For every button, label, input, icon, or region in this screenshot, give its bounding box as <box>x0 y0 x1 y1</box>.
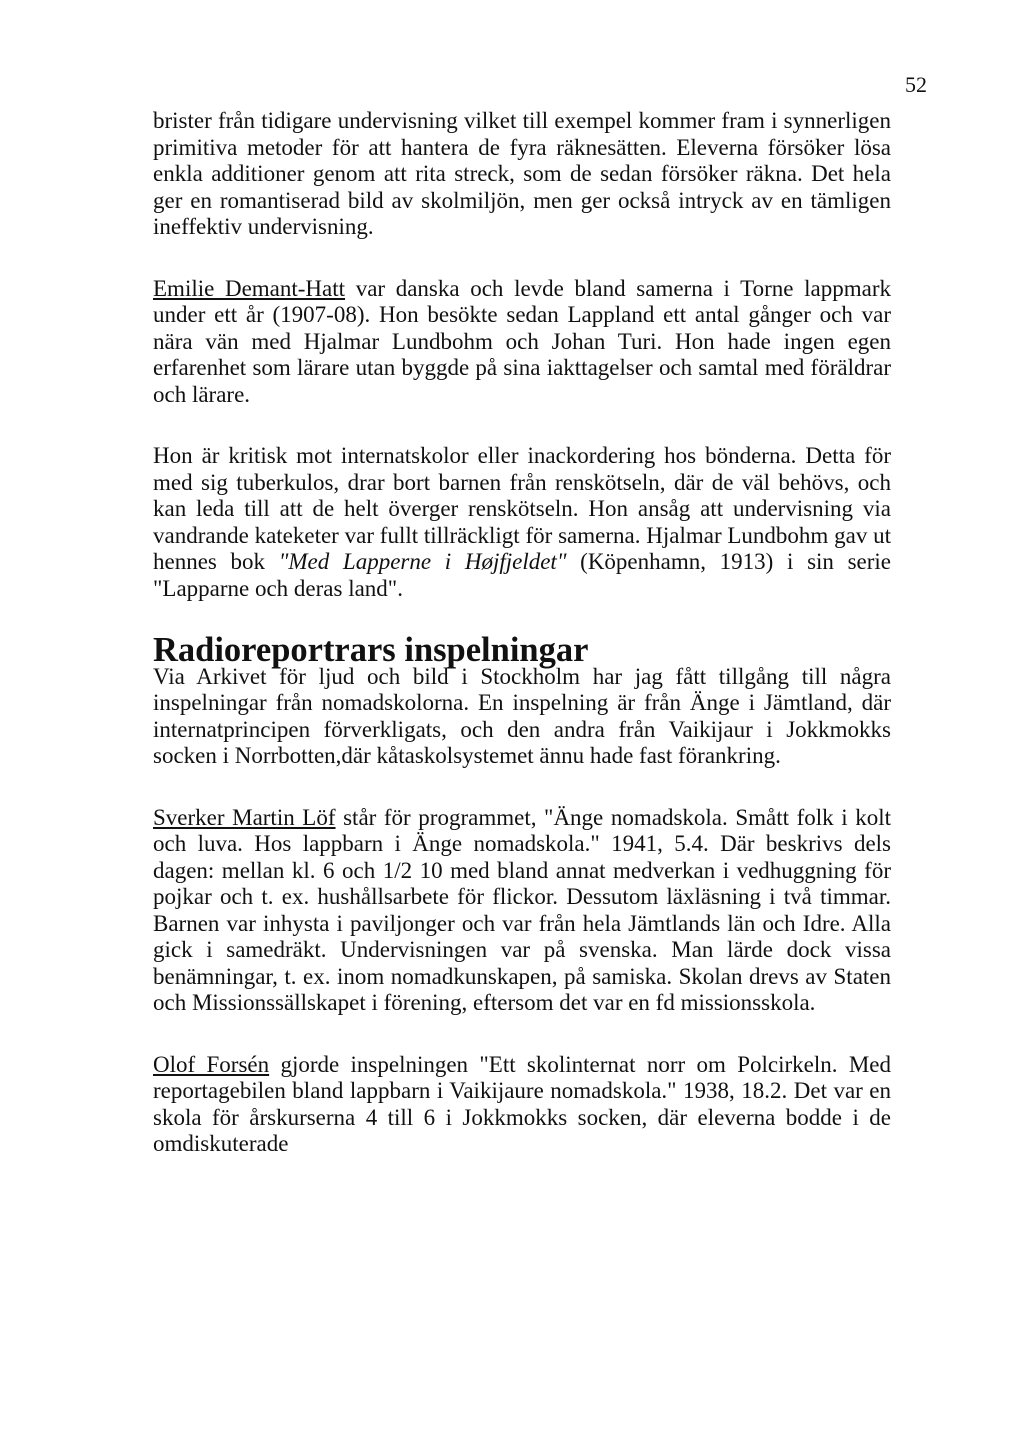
section-radioreportrar <box>153 631 891 770</box>
paragraph-2 <box>153 276 891 409</box>
paragraph-5 <box>153 805 891 1017</box>
paragraph-3-text-after: (Köpenhamn, 1913) i sin serie "Lapparne och deras land". <box>153 549 892 601</box>
document-body <box>153 108 891 1158</box>
paragraph-6 <box>153 1052 891 1158</box>
page-number: 52 <box>905 72 927 97</box>
person-name-forsen: Olof Forsén <box>153 1051 270 1077</box>
section-paragraph-text: Via Arkivet för ljud och bild i Stockholm har jag fått tillgång till några inspelningar från nomadskolorna. En inspelning är från Änge i Jämtland, där internatprincipen förverkligats, och den andra från Vaikijaur i Jokkmokks socken i Norrbotten,där kåtaskolsystemet ännu hade fast förankring. <box>153 663 891 768</box>
paragraph-1 <box>153 108 891 241</box>
book-title: "Med Lapperne i Højfjeldet" <box>278 549 567 574</box>
person-name-lof: Sverker Martin Löf <box>153 804 336 830</box>
paragraph-3-text-before: Hon är kritisk mot internatskolor eller inackordering hos bönderna. Detta för med sig tuberkulos, drar bort barnen från renskötseln, där de väl behövs, och kan leda till att de helt överger renskötseln. Hon ansåg att undervisning via vandrande kateketer var fullt tillräckligt för samerna. Hjalmar Lundbohm gav ut hennes bok <box>153 443 891 574</box>
person-name-demant-hatt: Emilie Demant-Hatt <box>153 275 346 301</box>
paragraph-2-text: var danska och levde bland samerna i Torne lappmark under ett år (1907-08). Hon besökte sedan Lappland ett antal gånger och var nära vän med Hjalmar Lundbohm och Johan Turi. Hon hade ingen egen erfarenhet som lärare utan byggde på sina iakttagelser och samtal med föräldrar och lärare. <box>153 275 891 407</box>
section-heading: Radioreportrars inspelningar <box>153 631 589 669</box>
paragraph-5-text: står för programmet, "Änge nomadskola. Smått folk i kolt och luva. Hos lappbarn i Änge nomadskola." 1941, 5.4. Där beskrivs dels dagen: mellan kl. 6 och 1/2 10 med bland annat medverkan i vedhuggning för pojkar och t. ex. hushållsarbete för flickor. Dessutom läxläsning i två timmar. Barnen var inhysta i paviljonger och var från hela Jämtlands län och Idre. Alla gick i samedräkt. Undervisningen var på svenska. Man lärde dock vissa benämningar, t. ex. inom nomadkunskapen, på samiska. Skolan drevs av Staten och Missionssällskapet i förening, eftersom det var en fd missionsskola. <box>153 804 891 1015</box>
section-paragraph <box>153 664 891 770</box>
paragraph-1-text: brister från tidigare undervisning vilket till exempel kommer fram i synnerligen primitiva metoder för att hantera de fyra räknesätten. Eleverna försöker lösa enkla additioner genom att rita streck, som de sedan försöker räkna. Det hela ger en romantiserad bild av skolmiljön, men ger också intryck av en tämligen ineffektiv undervisning. <box>153 108 891 239</box>
paragraph-3 <box>153 443 891 602</box>
paragraph-6-text: gjorde inspelningen "Ett skolinternat norr om Polcirkeln. Med reportagebilen bland lappbarn i Vaikijaure nomadskola." 1938, 18.2. Det var en skola för årskurserna 4 till 6 i Jokkmokks socken, där eleverna bodde i de omdiskuterade <box>153 1051 891 1156</box>
